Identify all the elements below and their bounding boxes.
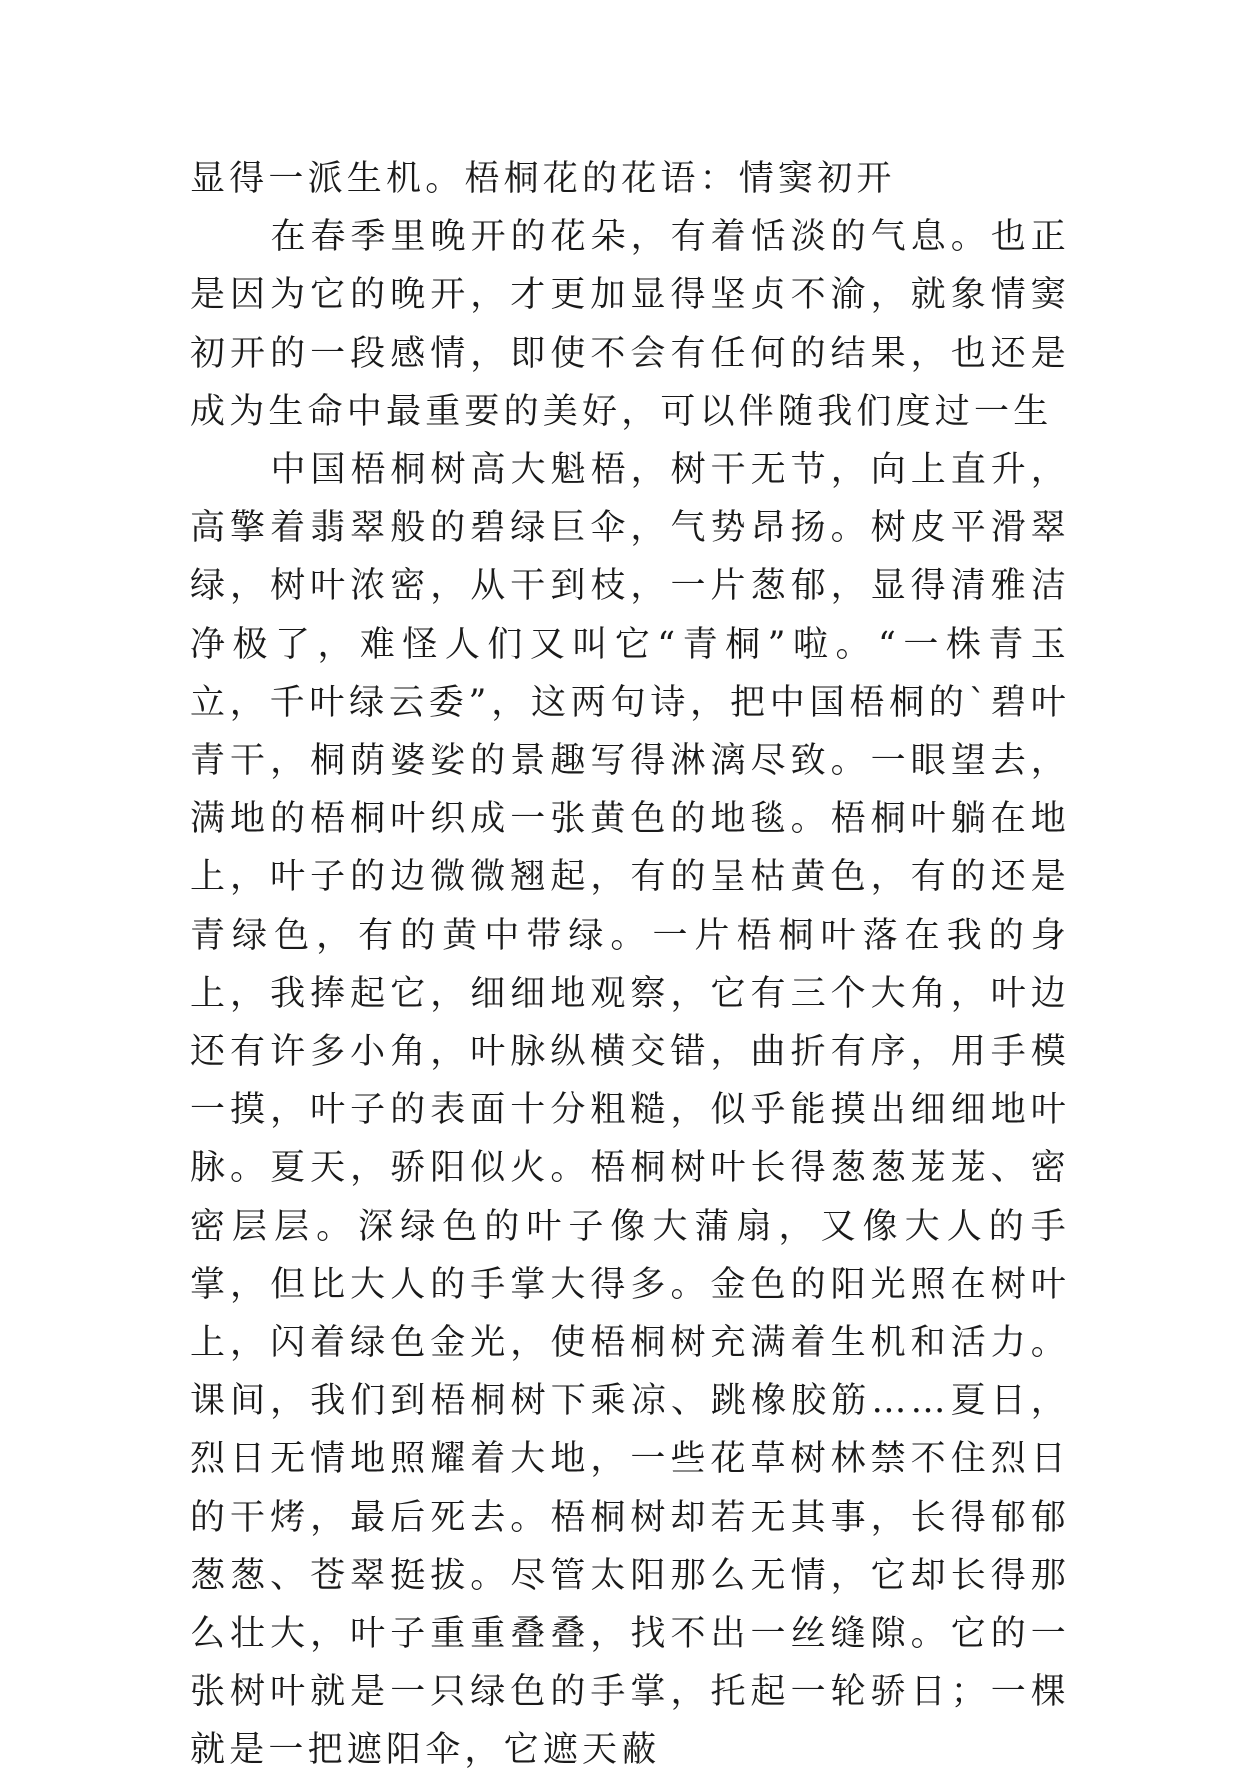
paragraph-continued: 显得一派生机。梧桐花的花语：情窦初开 <box>190 159 896 199</box>
paragraph-chinese-parasol-tree: 中国梧桐树高大魁梧，树干无节，向上直升，高擎着翡翠般的碧绿巨伞，气势昂扬。树皮平滑翠绿，树叶浓密，从干到枝，一片葱郁，显得清雅洁净极了，难怪人们又叫它“青桐”啦。“一株青玉立，千叶绿云委”，这两句诗，把中国梧桐的`碧叶青干，桐荫婆娑的景趣写得淋漓尽致。一眼望去，满地的梧桐叶织成一张黄色的地毯。梧桐叶躺在地上，叶子的边微微翘起，有的呈枯黄色，有的还是青绿色，有的黄中带绿。一片梧桐叶落在我的身上，我捧起它，细细地观察，它有三个大角，叶边还有许多小角，叶脉纵横交错，曲折有序，用手模一摸，叶子的表面十分粗糙，似乎能摸出细细地叶脉。夏天，骄阳似火。梧桐树叶长得葱葱茏茏、密密层层。深绿色的叶子像大蒲扇，又像大人的手掌，但比大人的手掌大得多。金色的阳光照在树叶上，闪着绿色金光，使梧桐树充满着生机和活力。课间，我们到梧桐树下乘凉、跳橡胶筋……夏日，烈日无情地照耀着大地，一些花草树林禁不住烈日的干烤，最后死去。梧桐树却若无其事，长得郁郁葱葱、苍翠挺拔。尽管太阳那么无情，它却长得那么壮大，叶子重重叠叠，找不出一丝缝隙。它的一张树叶就是一只绿色的手掌，托起一轮骄日；一棵就是一把遮阳伞，它遮天蔽 <box>190 450 1070 1771</box>
body-text <box>190 150 1070 1780</box>
paragraph-flower-language: 在春季里晚开的花朵，有着恬淡的气息。也正是因为它的晚开，才更加显得坚贞不渝，就象情窦初开的一段感情，即使不会有任何的结果，也还是成为生命中最重要的美好，可以伴随我们度过一生 <box>190 217 1070 432</box>
